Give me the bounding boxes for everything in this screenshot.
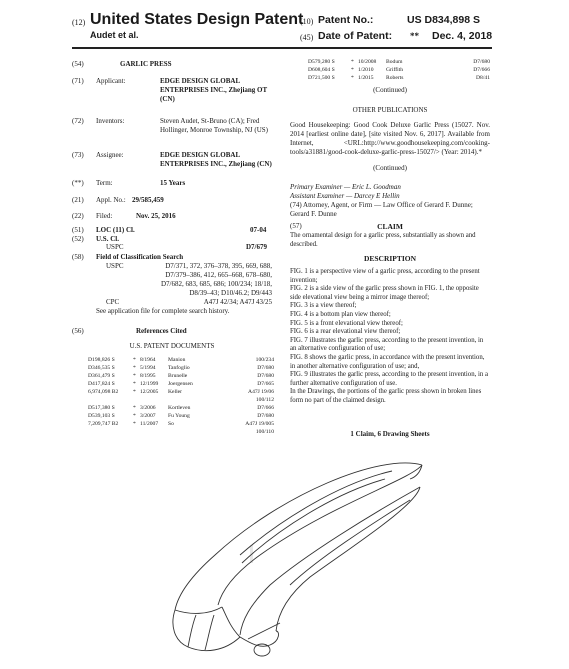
inventors-value: Steven Audet, St-Bruno (CA); Fred Hollinger, Monroe Township, NJ (US) [160, 117, 268, 134]
applicant-value: EDGE DESIGN GLOBAL ENTERPRISES INC., Zhejiang OT (CN) [160, 77, 268, 103]
cpc-label: CPC [106, 298, 120, 306]
reference-cls: D7/680 [257, 365, 274, 371]
us-cl-label: U.S. Cl. [96, 235, 119, 243]
reference-row [88, 405, 274, 413]
reference-num: D608,604 S [308, 67, 335, 73]
reference-name: Tanfoglio [168, 365, 190, 371]
us-docs-title: U.S. PATENT DOCUMENTS [129, 342, 215, 350]
code-54: (54) [72, 60, 84, 68]
description-paragraph: FIG. 6 is a rear elevational view thereof; [290, 328, 401, 336]
reference-mark: * [133, 413, 136, 419]
reference-row [88, 413, 274, 421]
code-21: (21) [72, 196, 84, 204]
header-rule [72, 47, 492, 49]
code-72: (72) [72, 117, 84, 125]
inventors-short: Audet et al. [90, 30, 139, 40]
reference-cls: D7/666 [473, 67, 490, 73]
code-71: (71) [72, 77, 84, 85]
assignee-value: EDGE DESIGN GLOBAL ENTERPRISES INC., Zhejiang (CN) [160, 151, 272, 168]
patent-number: US D834,898 S [407, 14, 480, 26]
reference-row [88, 397, 274, 405]
uspc-label: USPC [106, 243, 124, 251]
appl-no-label: Appl. No.: [96, 196, 126, 204]
garlic-press-drawing [130, 445, 430, 660]
reference-cls: D7/680 [257, 373, 274, 379]
field-search-label: Field of Classification Search [96, 253, 184, 261]
reference-date: 1/2010 [358, 67, 374, 73]
reference-cls: D7/666 [257, 405, 274, 411]
date-stars: ** [410, 31, 419, 41]
reference-cls: 100/112 [255, 397, 274, 403]
loc-value: 07-04 [250, 226, 267, 234]
description-paragraph: FIG. 7 illustrates the garlic press, according to the present invention, in an alternative configuration of use; [290, 336, 484, 353]
code-58: (58) [72, 253, 84, 261]
field-line-4: D8/39–43; D10/46.2; D9/443 [189, 289, 272, 297]
applicant-label: Applicant: [96, 77, 126, 85]
cpc-value: A47J 42/34; A47J 43/25 [203, 298, 272, 306]
reference-mark: * [133, 365, 136, 371]
filed-value: Nov. 25, 2016 [136, 212, 176, 220]
reference-row [88, 365, 274, 373]
claim-text: The ornamental design for a garlic press, substantially as shown and described. [290, 232, 476, 248]
code-52: (52) [72, 235, 84, 243]
references-cited-label: References Cited [136, 327, 187, 335]
reference-name: Joergensen [168, 381, 193, 387]
reference-name: Manion [168, 357, 186, 363]
reference-mark: * [133, 421, 136, 427]
reference-mark: * [133, 373, 136, 379]
reference-date: 5/1994 [140, 365, 156, 371]
description-paragraph: FIG. 4 is a bottom plan view thereof; [290, 311, 391, 318]
reference-num: D361,479 S [88, 373, 115, 379]
reference-name: Kortleven [168, 405, 191, 411]
reference-num: D517,380 S [88, 405, 115, 411]
code-51: (51) [72, 226, 84, 234]
description-paragraph: FIG. 3 is a view thereof; [290, 302, 357, 310]
continued-2: (Continued) [373, 164, 407, 172]
description-title: DESCRIPTION [363, 254, 417, 263]
reference-cls: 100/234 [255, 357, 274, 363]
field-uspc-label: USPC [106, 262, 124, 270]
reference-cls: D8/41 [476, 75, 490, 81]
continued-1: (Continued) [373, 86, 407, 94]
claim-title: CLAIM [377, 222, 403, 231]
reference-cls: D7/665 [257, 381, 274, 387]
code-57: (57) [290, 222, 302, 230]
primary-examiner: Primary Examiner — Eric L. Goodman [290, 183, 401, 191]
reference-name: Griffith [386, 67, 403, 73]
description-paragraph: FIG. 1 is a perspective view of a garlic press, according to the present invention; [290, 268, 480, 284]
reference-date: 8/1995 [140, 373, 156, 379]
loc-label: LOC (11) Cl. [96, 226, 135, 234]
reference-date: 8/1964 [140, 357, 156, 363]
reference-mark: * [133, 405, 136, 411]
other-publication-text: Good Housekeeping: Good Cook Deluxe Garlic Press (15027. Nov. 2014 [earliest online date], [site visited Nov. 6, 2017]. Available from Internet, <URL:http://www.goodhousekeeping.com/cooking-tools/a31881/good-cook-deluxe-garlic-press-15027/> (Year: 2014).* [290, 121, 490, 156]
title-of-design: GARLIC PRESS [120, 60, 172, 68]
assignee-label: Assignee: [96, 151, 124, 159]
document-title: United States Design Patent [90, 11, 304, 28]
reference-cls: A47J 19/06 [248, 389, 274, 395]
reference-name: So [168, 421, 174, 427]
inventors-label: Inventors: [96, 117, 125, 125]
description-paragraph: FIG. 9 illustrates the garlic press, according to the present invention, in a further alternative configuration of use. [290, 371, 489, 387]
reference-row [88, 429, 274, 437]
reference-name: Keller [168, 389, 182, 395]
reference-mark: * [351, 67, 354, 73]
search-history-note: See application file for complete search history. [96, 307, 230, 315]
code-56: (56) [72, 327, 84, 335]
reference-row [308, 59, 490, 67]
reference-mark: * [133, 357, 136, 363]
reference-row [88, 373, 274, 381]
reference-num: 6,974,098 B2 [88, 389, 119, 395]
reference-num: D579,280 S [308, 59, 335, 65]
reference-date: 3/2007 [140, 413, 156, 419]
reference-row [88, 381, 274, 389]
description-paragraph: FIG. 8 shows the garlic press, in accordance with the present invention, in another alternative configuration of use; and, [290, 354, 485, 370]
reference-row [88, 357, 274, 365]
appl-no-value: 29/585,459 [132, 196, 164, 204]
reference-num: D721,500 S [308, 75, 335, 81]
code-term: (**) [72, 179, 84, 187]
reference-mark: * [133, 381, 136, 387]
description-paragraph: FIG. 2 is a side view of the garlic press shown in FIG. 1, the opposite side elevational view being a mirror image thereof; [290, 285, 479, 301]
reference-cls: 100/110 [255, 429, 274, 435]
field-line-3: D7/682, 683, 685, 686; 100/234; 18/18, [160, 280, 272, 288]
code-22: (22) [72, 212, 84, 220]
reference-date: 11/2007 [140, 421, 159, 427]
code-45: (45) [300, 33, 314, 42]
reference-num: D198,826 S [88, 357, 115, 363]
term-label: Term: [96, 179, 113, 187]
patent-no-label: Patent No.: [318, 14, 374, 26]
claims-and-sheets: 1 Claim, 6 Drawing Sheets [350, 430, 430, 438]
code-10: (10) [300, 17, 314, 26]
field-line-1: D7/371, 372, 376–378, 395, 669, 688, [165, 262, 272, 270]
reference-mark: * [133, 389, 136, 395]
code-73: (73) [72, 151, 84, 159]
reference-date: 1/2015 [358, 75, 374, 81]
assistant-examiner: Assistant Examiner — Darcey E Hellin [290, 192, 400, 200]
reference-num: D346,535 S [88, 365, 115, 371]
reference-cls: A47J 19/005 [245, 421, 274, 427]
code-12: (12) [72, 18, 86, 27]
reference-num: D539,103 S [88, 413, 115, 419]
reference-row [308, 75, 490, 83]
reference-row [308, 67, 490, 75]
reference-mark: * [351, 75, 354, 81]
description-paragraph: FIG. 5 is a front elevational view thereof; [290, 319, 403, 327]
date-label: Date of Patent: [318, 30, 393, 42]
reference-num: D417,824 S [88, 381, 115, 387]
reference-num: 7,209,747 B2 [88, 421, 119, 427]
description-paragraph: In the Drawings, the portions of the garlic press shown in broken lines form no part of the claimed design. [290, 388, 482, 404]
reference-date: 10/2008 [358, 59, 377, 65]
field-line-2: D7/379–386, 412, 665–668, 678–680, [165, 271, 272, 279]
attorney: (74) Attorney, Agent, or Firm — Law Office of Gerard F. Dunne; Gerard F. Dunne [290, 201, 473, 218]
reference-name: Brunelle [168, 373, 188, 379]
reference-row [88, 389, 274, 397]
reference-row [88, 421, 274, 429]
other-publications-title: OTHER PUBLICATIONS [352, 106, 428, 114]
reference-date: 12/1999 [140, 381, 159, 387]
reference-name: Roberts [386, 75, 404, 81]
reference-date: 12/2005 [140, 389, 159, 395]
filed-label: Filed: [96, 212, 113, 220]
reference-name: Fu Young [168, 413, 190, 419]
reference-mark: * [351, 59, 354, 65]
reference-cls: D7/680 [473, 59, 490, 65]
reference-cls: D7/680 [257, 413, 274, 419]
term-value: 15 Years [160, 179, 186, 187]
reference-name: Bodum [386, 59, 403, 65]
reference-date: 3/2006 [140, 405, 156, 411]
us-cl-value: D7/679 [246, 243, 267, 251]
patent-date: Dec. 4, 2018 [432, 30, 493, 42]
